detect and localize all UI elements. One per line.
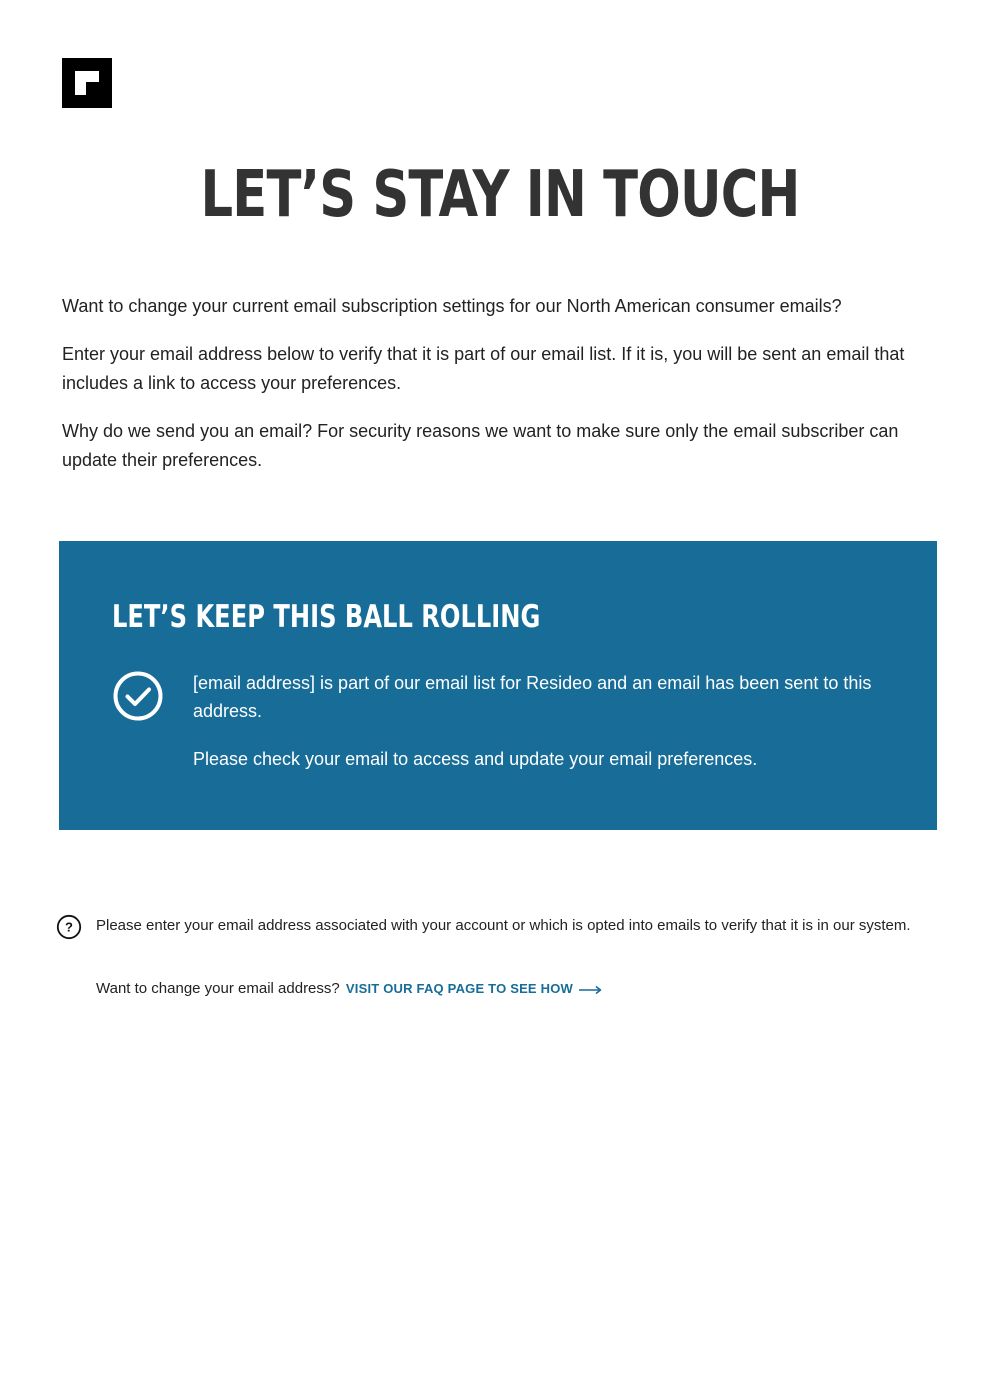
svg-text:?: ? (65, 919, 73, 935)
intro-paragraph: Why do we send you an email? For security reasons we want to make sure only the email subscriber can update their preferences. (62, 421, 899, 470)
change-email-row (96, 979, 916, 998)
confirmation-body (193, 669, 893, 793)
intro-paragraph: Want to change your current email subscription settings for our North American consumer emails? (62, 296, 842, 316)
brand-logo[interactable] (62, 58, 112, 108)
faq-link[interactable] (346, 981, 603, 996)
help-text: Please enter your email address associated with your account or which is opted into emails to verify that it is in our system. (96, 917, 911, 934)
confirmation-panel (59, 541, 937, 830)
confirmation-message: [email address] is part of our email list for Resideo and an email has been sent to this address. (193, 673, 872, 721)
faq-link-label: VISIT OUR FAQ PAGE TO SEE HOW (345, 981, 573, 996)
brand-logo-icon (62, 58, 112, 108)
page-title: LET’S STAY IN TOUCH (200, 158, 800, 232)
question-circle-icon (56, 914, 82, 940)
intro-text (62, 292, 942, 494)
intro-paragraph: Enter your email address below to verify that it is part of our email list. If it is, you will be sent an email that includes a link to access your preferences. (62, 344, 905, 393)
check-circle-icon (112, 670, 164, 722)
confirmation-instruction: Please check your email to access and update your email preferences. (193, 749, 758, 769)
arrow-right-icon (579, 985, 603, 995)
confirmation-title: LET’S KEEP THIS BALL ROLLING (112, 599, 541, 635)
change-email-prompt: Want to change your email address? (96, 980, 340, 997)
